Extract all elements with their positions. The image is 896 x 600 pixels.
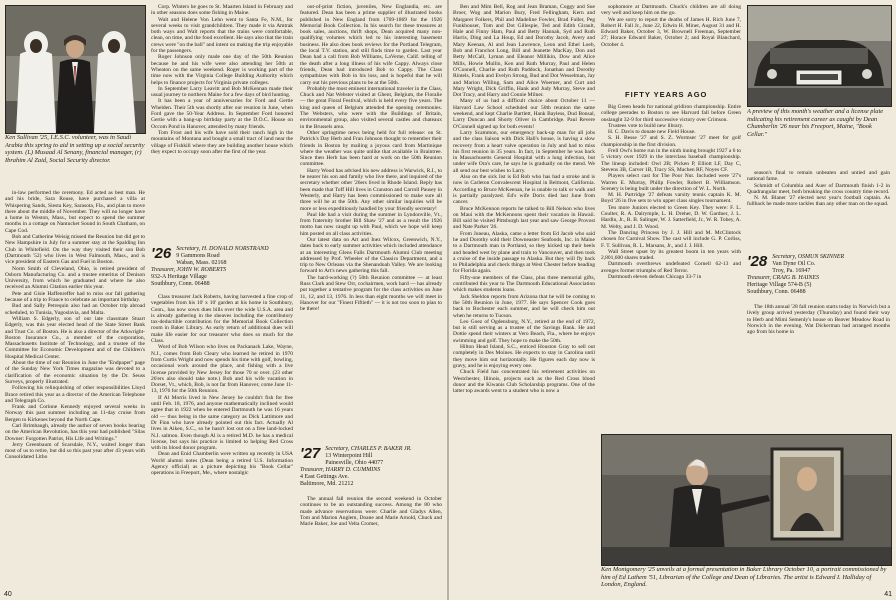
paragraph: Dartmouth eleven defeats Chicago 33-7 in xyxy=(608,274,702,281)
car-photo-illustration xyxy=(748,6,891,106)
license-plate-caption: A preview of this month's weather and a license plate indicating his retirement career as caught by Dean Chamberlin '26 near his Freeport, Maine, "Book Cellar." xyxy=(747,108,884,138)
paragraph: Dartmouth overthrews undefeated Cornell 62-13 and avenges former triumphs of Red Terror. xyxy=(601,261,741,274)
paragraph: Trustees vote to build new library. xyxy=(608,122,684,129)
paragraph: The annual fall reunion the second weekend in October continues to be an outstanding success. Among the 80 who made advance reservations were: Charlie and Gladys Allen, Tom and Marion Anglem, Doane and Marie Arnold, Chuck and Marie Baker, Joe and Velta Cromer, xyxy=(300,496,442,528)
class-27-line: 13 Winterpoint Hill xyxy=(325,453,373,459)
paragraph: Pete and Gisie Haffenreffer had to miss our fall gathering because of a trip to France to celebrate an important birthday. xyxy=(5,290,145,304)
left-col1-text xyxy=(5,190,145,590)
paragraph: Leo Goez of Ogdensburg, N.Y., retired at the end of 1972, but is still serving as a trustee of the Savings Bank. He and Dottie spend their winters at Vero Beach, Fla., where he enjoys swimming and golf. They hope to make the 50th. xyxy=(453,318,595,344)
class-26-header xyxy=(151,246,293,292)
right-col3-lower-text xyxy=(747,304,890,430)
paragraph: Frell Owl's home run in the ninth inning brought 1927 a 6 to 5 victory over 1929 in the interclass baseball championship. The lineup included: Owl 2B; Picken P, Elliott LF, Day C, Stevens 3B, Carver 1B, Tracy SS, Machen RF, Noyes CF. xyxy=(601,148,741,173)
sullivan-photo xyxy=(5,5,146,134)
left-col3-lower-text xyxy=(300,496,442,590)
paragraph: Chuck Field has concentrated his retirement activities on Westchester, Illinois, projects such as the Red Cross blood donor and the Kiwanis Club Scholarship programs. One of the latter top awards went to a student who is now a xyxy=(453,369,595,395)
paragraph: The hard-working (?) 50th Reunion committee — at least Russ Clark and Stew Orr, cochairmen, work hard — has already put together a tentative program for the class activities on June 11, 12, and 13, 1976. In less than eight months we will meet in Hanover for our "Finest Fiftieth" — it is not too soon to plan to be there! xyxy=(300,274,442,313)
class-26-line: Waban, Mass. 02168 xyxy=(176,260,227,266)
paragraph: Tom Frost and his wife have sold their ranch high in the mountains of Montana and bought a small tract of land near the village of Fishkill where they are building another house which they expect to occupy soon after the first of the year. xyxy=(151,129,293,155)
sullivan-photo-illustration xyxy=(6,6,145,133)
paragraph: Walt and Helene Von Lehn went to Santa Fe, N.M., for several weeks to visit grandchildren. They made it via Amtrak both ways and Walt reports that the trains were comfortable, clean, on time, and the food excellent. He says also that the train crews were "on the ball" and intent on making the trip enjoyable for the passengers. xyxy=(151,16,293,55)
class-28-line: Van Dyne Oil Co. xyxy=(772,261,816,267)
paragraph: Fifty-one members of the Class, plus three memorial gifts, contributed this year to The Dartmouth Educational Association which makes students loans. xyxy=(453,274,595,294)
class-28-line: Southbury, Conn. 06488 xyxy=(747,289,806,295)
paragraph: From Juneau, Alaska, came a letter from Ed Jacob who said he and Dorothy sold their Downeaster Seafoods, Inc. in Maine to a Dartmouth man in Portland, so they kicked up their heels and headed west by plane and train to Vancouver, and then took a cruise of the inside passage to Alaska. But they will fly back to Philadelphia and check things at West Chester before heading for Florida again. xyxy=(453,230,595,275)
right-col1-text xyxy=(453,4,595,590)
paragraph: Word of Bob Wilson who lives on Packanack Lake, Wayne, N.J., comes from Bob Cleary who learned he retired in 1970 from Curtis Wright and now spends his time with golf, bowling, occasional work around the place, and fishing with a live license provided by New Jersey for those 70 or over. (23 other 26'ers also should take note.) Bob and his wife vacation in Dorset, Vt., which, Bob, is not far from Hanover, come June 11-13, 1976 for the 50th Reunion. xyxy=(151,344,293,395)
paragraph: Players select cast for The Poor Nut. Included were '27's Warren E. Murray, Philip Fowler, Robert B. Williamson. Scenery is being built under the direction of W. L. North. xyxy=(601,173,741,192)
class-27-header xyxy=(300,446,442,492)
class-27-line: Baltimore, Md. 21212 xyxy=(300,481,354,487)
class-26-line: Southbury, Conn. 06488 xyxy=(151,281,210,287)
paragraph: Hilton Head Island, S.C., enticed Houston Gray to sell out completely in Des Moines. He expects to stay in Carolina until they move him out horizontally. He figures each day now is gravy, and he is enjoying every one. xyxy=(453,344,595,369)
class-26-line: 932-A Heritage Village xyxy=(151,274,207,280)
portrait-unveiling-caption: Ken Montgomery '25 unveils at a formal presentation in Baker Library October 10, a portrait commissioned by him of Ed Lathem '51, Librarian of the College and Dean of Libraries. The artist is Edward I. Halliday of London, England. xyxy=(601,566,887,588)
left-col2-lower-text xyxy=(151,294,293,590)
left-col3-upper-text xyxy=(300,4,442,444)
paragraph: The 18th annual '28 fall reunion starts today in Norwich but a lively group arrived yesterday (Thursday) and found their way to Herb and Mimi Semenly's house on Beaver Meadow Road in Norwich in the evening. Wat Dickerman had arranged months ago from his home in xyxy=(747,304,890,336)
class-year-28: '28 xyxy=(747,254,768,270)
paragraph: H. C. Davis to donate new Field House. xyxy=(608,129,696,136)
right-col3-upper-text xyxy=(747,170,890,250)
license-plate-photo xyxy=(747,5,892,107)
paragraph: Bob and Catherine Weisig missed the Reunion but did get to New Hampshire in July for a summer stay at the Spalding Inn Club in Whitefield. On the way they visited their son Bob (Dartmouth '52) who lives in West Falmouth, Mass., and is vice president of Eastern Gas and Fuel in Boston. xyxy=(5,234,145,266)
paragraph: Frank and Corinne Kennedy enjoyed several weeks in Norway this past summer including an 11-day cruise from Bergen to Kirkenes beyond the North Cape. xyxy=(5,404,145,423)
class-26-line: Secretary, H. DONALD NORSTRAND xyxy=(176,246,269,252)
paragraph: Class treasurer Jack Roberts, having harvested a fine crop of vegetables from his 10' x 10' garden at his home in Southbury, Conn., has now sown dues bills over the wide U.S.A. area and is already gathering in the sheaves including the contributory tax-deductible contribution for the Memorial Book Collection room in Baker Library. As early return of additional dues will make life easier for our treasurer who does so much for the Class. xyxy=(151,294,293,345)
paragraph: Norm Smith of Cleveland, Ohio, is retired president of Osborn Manufacturing Co. and a trustee emeritus of Denison University, from which he graduated and where he also received an Alumni Citation earlier this year. xyxy=(5,265,145,291)
paragraph: Our latest data on Art and Inez Wilcox, Greenwich, N.Y., dates back to early summer activities which included attendance at an interesting Glens Falls Dartmouth Alumni Club meeting addressed by Prof. Wheeler of the Classics Department, and a trip to New Orleans via the Shenandoah Valley. We are looking forward to Art's news gathering this fall. xyxy=(300,236,442,275)
class-27-line: 4 East Gettings Ave. xyxy=(300,474,349,480)
paragraph: If Al Morris lived in New Jersey he couldn't fish for free until Feb. 18, 1976, and anyone mathematically inclined would agree that in 1922 when he entered Dartmouth he was 16 years old — thus being in the same category as Dick Lattimore and Dr Finn who have already pointed out this fact. Actually Al lives in Aiken, S.C., so he hasn't lost out on a free land-locked N.J. salmon. Even though Al is a retired M.D. he has a medical license, but says his practice is limited to helping Red Cross with its blood donor program. xyxy=(151,394,293,452)
paragraph: About the time of our Reunion in June the "Endpaper" page of the Sunday New York Times magazine was devoted to a clarification of the economic situation by the Dr. Seuss Surveys, properly illustrated. xyxy=(5,360,145,385)
paragraph: Big Green heads for national gridiron championship. Entire college peerades to Boston to see Harvard fall before Green onslaught 32-9 for third successive victory over Crimson. xyxy=(601,104,741,123)
class-28-line: Secretary, OSMUN SKINNER xyxy=(772,254,845,260)
portrait-unveiling-photo xyxy=(601,434,892,566)
paragraph: out-of-print fiction, juveniles, New Englandia, etc. are featured. Dean has been a prime supplier of illustrated books published in New England from 1769-1869 for the 1926 Memorial Book Collection. In his search for these treasures at book sales, auctions, thrift shops, Dean acquired many non-qualifying volumes which led to his interesting basement business. He also does book reviews for the Portland Telegram, the local T.V. station, and still finds time to garden. Last year Dean had a call from Bob Williams, LaVerne, Calif. telling of the death after a long illness of his wife Cappy. Always close friends, Dean had introduced Bob to Cappy. The Class sympathizes with Bob in his loss, and is hopeful that he will carry out his previous plans to be at the 50th. xyxy=(300,4,442,86)
paragraph: Jerry Greenbaum of Scarsdale, N.Y., waited longer than most of us to retire, but did so this past year after 43 years with Consolidated Litho xyxy=(5,441,145,461)
paragraph: N. M. Blaner '27 elected next year's football captain. As fullback he made more tackles than any other man on the squad. xyxy=(747,195,890,208)
paragraph: The Dancing Princess by J. J. Hill and M. McClintock chosen for Carnival Show. The cast will include G. P. Corliss, F. T. Sullivan, R. L. Marsans, Jr., and J. J. Hill. xyxy=(601,229,741,249)
paragraph: Ben and Mim Bell, Rog and Jean Braman, Coggy and Sue Broer, Wog and Marion Bury, Fred Fellingham, Kern and Margaret Folkers, Phil and Madeline Fowler, Brad Fuller, Peg Funkhouser, Tom and Dot Gillespie, Ted and Edith Girault, Hale and Finny Ham, Paul and Betty Hannah, Syd and Ruth Harris, Ding and La Houp, Ed and Dorothy Jacob, Avery and Mary Keenan, Al and Jean Lawrence, Leon and Ethel Loeb, Bob and Franchot Long, Bill and Jeanette MacKay, Don and Betty McCall, Lyman and Eleanor Millikin, Dow and Alice Mills, Howie Mullin, Ken and Ruth Murray, Paul and Helen O'Connell, Charlie and Ruth Paddock, Jonathan and Dorothy Rintels, Frank and Evelyn Strong, Bud and Dot Wesselman, Jay and Marion Willing, Sam and Alice Woerner, and Curt and Mary Wright, Dick Griffin, Hank and Judy Murray, Steve and Dot Tracy, and Harry and Connie Milner. xyxy=(453,4,595,99)
class-27-line: Secretary, CHARLES P. BAKER JR. xyxy=(325,446,412,452)
paragraph: Roger Johnson only made one day of the 50th Reunion because he and his wife were also attending her 50th at Wheaton on the same weekend. Roger is working part of the time now with the Virginia College Building Authority which helps to finance projects for Virginia private colleges. xyxy=(151,54,293,86)
paragraph: Dean and Enid Chamberlin were written up recently in USA World alumni notes (Dean being a retired U.S. Information Agency official) as a picture depicting his "Book Cellar" operations in Freeport, Me., where nostalgic xyxy=(151,451,293,477)
class-28-line: Heritage Village 574-B (5) xyxy=(747,282,812,288)
right-col2-upper-text xyxy=(601,4,741,86)
paragraph: Paul Ide had a visit during the summer in Lyndonville, Vt., from fraternity brother Bill Shaw '27 and as a result the 1926 motto has now caught up with Paul, which we hope will keep him posted on all class activities. xyxy=(300,211,442,237)
class-26-line: 9 Gammons Road xyxy=(176,253,220,259)
paragraph: Wall Street upset by its greatest boom in ten years with 2,801,600 shares traded. xyxy=(601,248,741,262)
paragraph: It has been a year of anniversaries for Ford and Gertie Whelden. Their 5th was shortly after our reunion in June, when Ford gave the 50-Year Address. In September Ford honored Gertie with a bang-up birthday party at the D.O.C. House on Occom Pond in Hanover, attended by many friends. xyxy=(151,98,293,130)
unveiling-photo-illustration xyxy=(602,435,891,565)
paragraph: Many of us had a difficult choice about October 11 — Harvard Law School scheduled our 50th reunion the same weekend, and kept Charlie Bartlett, Hank Bayless, Dud Bonsal, Larry Duncan and Shorty Oliver in Cambridge. Paul Revere O'Connell signed up for both events! xyxy=(453,98,595,130)
paragraph: in-law performed the ceremony. Ed acted as best man. He and his bride, Sara Rouse, have purchased a villa at Whispering Sands, Siesta Key, Sarasota, Fla., and plan to move there about the middle of November. They will no longer have a home in Weston, Mass., but expect to spend the summer months in a cottage on Nantucket Sound in South Chatham, on Cape Cod. xyxy=(5,190,145,234)
paragraph: In September Larry Leavitt and Bob McKennan made their usual journey to northern Maine for a few days of bird hunting. xyxy=(151,85,293,99)
class-27-line: Painesville, Ohio 44077 xyxy=(325,460,384,466)
paragraph: Also on the sick list is Ed Rob who has had a stroke and is now in Carleton Convalescent Hospital in Belmont, California. According to Bruce McKeenan, he is unable to talk or walk and is partially paralyzed. Ed's wife Doris died last June from cancer. xyxy=(453,174,595,206)
paragraph: We are sorry to report the deaths of James H. Rich June 7, Robert H. Fall Jr., June 22, Edwin H. Miner, August 31 and H. Edward Baker, October 3, W. Brownell Freeman, September 27; Horace Edward Baker, October 2; and Royal Blanchard, October 4. xyxy=(601,16,741,48)
class-28-line: Treasurer, CRAIG B. HAINES xyxy=(747,275,820,281)
paragraph: William S. Edgerly, son of our late classmate Stuart Edgerly, was this year elected head of the State Street Bank and Trust Co. of Boston. He is also a director of the Arkwright-Boston Insurance Co., a member of the corporation, Massachusetts Institute of Technology, and a trustee of the Committee for Economic Development and of the Children's Hospital Medical Center. xyxy=(5,315,145,360)
fifty-years-ago-heading: FIFTY YEARS AGO xyxy=(625,90,708,99)
page-number-right: 41 xyxy=(884,591,892,598)
paragraph: Carl Brimbaugh, already the author of seven books bearing on the American Revolution, has this year had published "Silas Downer: Forgotten Patriot, His Life and Writings." xyxy=(5,422,145,442)
class-27-line: Treasurer, HARRY D. CUMMINS xyxy=(300,467,381,473)
paragraph: Corp. Winters he goes to St. Maarten Island in February and in other seasons does some fishing in Maine. xyxy=(151,4,293,17)
class-28-header xyxy=(747,254,890,300)
paragraph: M. H. Partridge '27 defeats varsity tennis captain K. M. Boyd '26 in five sets to win upper class singles tournament. xyxy=(601,192,741,205)
paragraph: Ten more Juniors elected to Green Key. They were: F. L. Coulter, R. A. Dalrymple, L. H. Dreher, D. W. Gardner, J. L. Hardin, Jr., R. B. Salinger, W. J. Satterfield, Jr., W. R. Tobey, A. M. Welty, and J. D. Wood. xyxy=(601,204,741,230)
paragraph: Harry Wood has advised his new address is Warwick, R.I., to be nearer his son and family who live there, and inquired of the secretary whether other '26ers lived in Rhode Island. Reply has been made that Toff Hill lives in Cranston and Carroll Pausey in Westerly, and Harry has been commissioned to make sure all three will be at the 50th. Any other similar inquiries will be more or less expeditiously handled by your friendly secretary! xyxy=(300,167,442,212)
paragraph: Schmidt of Columbia and Auer of Dartmouth finish 1-2 in Quadrangular meet, both breaking the cross country time record. xyxy=(747,182,890,195)
class-year-27: '27 xyxy=(300,446,321,462)
paragraph: Following his relinquishing of other responsibilities Lloyd Brace retired this year as a director of the American Telephone and Telegraph Co. xyxy=(5,385,145,404)
paragraph: season's final to remain unbeaten and untied and gain national fame. xyxy=(747,170,890,183)
right-col2-lower-text xyxy=(601,104,741,430)
class-28-line: Troy, Pa. 16947 xyxy=(772,268,811,274)
paragraph: Bud and Sally Petrequin also had an October trip abroad scheduled, to Tunisia, Yugoslavia, and Malta. xyxy=(5,303,145,316)
paragraph: S. H. Besse '27 and S. Z. Wormser '27 meet for golf championship in the first division. xyxy=(601,135,741,148)
page-number-left: 40 xyxy=(4,591,12,598)
sullivan-caption: Ken Sullivan '25, I.E.S.C. volunteer, was in Saudi Arabia this spring to aid in setting up a social security system. (L) Musaad Al Senany, financial manager, (r) Ibrahim Al Zaid, Social Security director. xyxy=(5,134,145,164)
class-26-line: Treasurer, JOHN W. ROBERTS xyxy=(151,267,227,273)
paragraph: sophomore at Dartmouth. Chuck's children are all doing very well and keep him on the go. xyxy=(601,4,741,17)
paragraph: Probably the most eminent international traveler in the Class, Chuck and Nat Webster visited at Ghent, Belgium, the Floralie — the great Floral Festival, which is held every five years. The king and queen of Belgium attended the opening ceremonies. The Websters, who were with the Buildings of Britain, environmental group, also visited several castles and chateaux in the Brussels area. xyxy=(300,85,442,130)
class-year-26: '26 xyxy=(151,246,172,262)
left-page xyxy=(0,0,447,600)
left-col2-upper-text xyxy=(151,4,293,242)
right-page xyxy=(449,0,896,600)
paragraph: Larry Scammon, our emergency back-up man for all jobs and the class liaison with Dick Hall's house, is having a slow recovery from a heart valve operation in July and had to miss his first reunion in 35 years. In fact, in September he was back in Massachusetts General Hospital with a lung infection, but under wife Ora's care, he says he is gradually on the mend. We all send our best wishes to Larry. xyxy=(453,129,595,174)
paragraph: Other springtime news being held for full release: on St. Patrick's Day Herb and Fran Johnson thought to remember their friends in Boston by mailing a joyous card from Martinique where the weather was quite unlike that available in Braintree. Since then Herb has been hard at work on the 50th Reunion committee. xyxy=(300,129,442,168)
paragraph: Jack Sheldon reports from Arizona that he will be coming to the 50th Reunion in June, 1977. He says Spencer Cook goes back to Rochester each summer, and he will check him out when he returns to Tucson. xyxy=(453,293,595,319)
paragraph: Bruce McKennon reports he talked to Bill Nelson who lives on Maui with the McKennons spent their vacation in Hawaii. Bill said he visited Pittsburgh last year and saw George Provost and Nate Parker '26. xyxy=(453,205,595,231)
